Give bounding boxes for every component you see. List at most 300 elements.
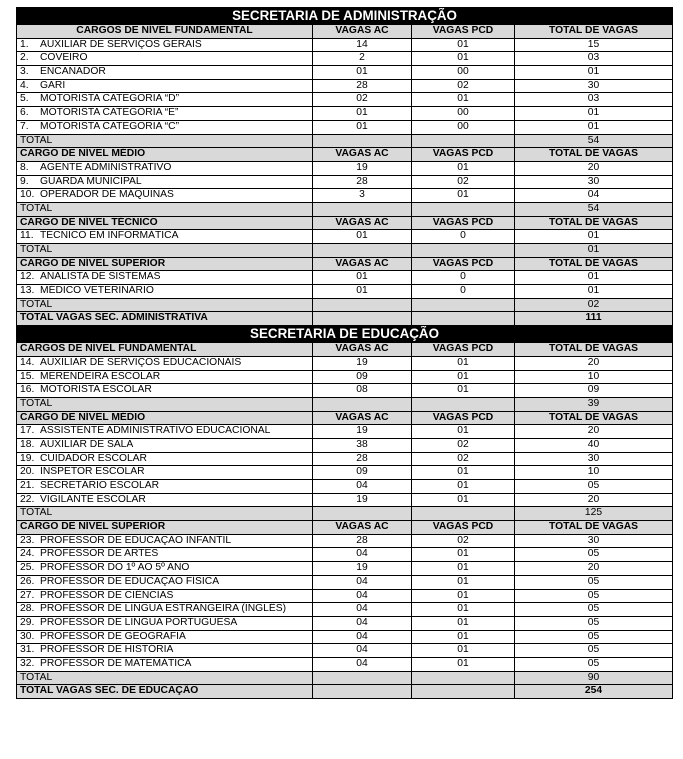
- vagas-pcd-value: 0: [412, 285, 515, 299]
- group-total-empty-ac: [313, 507, 412, 521]
- cargo-number: 1.: [20, 38, 29, 50]
- vagas-ac-value: 28: [313, 534, 412, 548]
- table-row: [17, 120, 673, 134]
- group-total-empty-pcd: [412, 671, 515, 685]
- column-header-ac: VAGAS AC: [313, 216, 412, 230]
- group-total-empty-pcd: [412, 298, 515, 312]
- cargo-name: MOTORISTA CATEGORIA “C”: [40, 120, 180, 132]
- secretaria-title-row: [17, 326, 673, 343]
- cargo-name: PROFESSOR DE ARTES: [40, 548, 159, 560]
- secretaria-total-row: [17, 685, 673, 699]
- group-heading: CARGO DE NÍVEL TÉCNICO: [17, 216, 313, 230]
- cargo-name: PROFESSOR DE EDUCAÇÃO FÍSICA: [40, 575, 220, 587]
- vagas-pcd-value: 0: [412, 271, 515, 285]
- vagas-pcd-value: 01: [412, 589, 515, 603]
- total-vagas-value: 09: [515, 384, 673, 398]
- table-row: [17, 644, 673, 658]
- total-vagas-value: 05: [515, 548, 673, 562]
- secretaria-total-empty-ac: [313, 312, 412, 326]
- group-header-row: [17, 216, 673, 230]
- total-vagas-value: 05: [515, 589, 673, 603]
- secretaria-total-label: TOTAL VAGAS SEC. DE EDUCAÇÃO: [17, 685, 313, 699]
- group-total-empty-ac: [313, 671, 412, 685]
- cargo-name: AUXILIAR DE SERVIÇOS EDUCACIONAIS: [40, 356, 242, 368]
- secretaria-total-empty-ac: [313, 685, 412, 699]
- group-total-value: 90: [515, 671, 673, 685]
- total-vagas-value: 20: [515, 562, 673, 576]
- cargo-number: 16.: [20, 384, 35, 396]
- cargo-cell: [17, 384, 313, 398]
- cargo-cell: [17, 52, 313, 66]
- vagas-pcd-value: 00: [412, 107, 515, 121]
- cargo-name: MOTORISTA CATEGORIA “E”: [40, 107, 179, 119]
- group-total-empty-pcd: [412, 134, 515, 148]
- vagas-ac-value: 01: [313, 285, 412, 299]
- total-vagas-value: 20: [515, 493, 673, 507]
- total-vagas-value: 30: [515, 79, 673, 93]
- cargo-name: PROFESSOR DE HISTÓRIA: [40, 644, 174, 656]
- group-total-row: [17, 397, 673, 411]
- group-heading: CARGO DE NÍVEL MÉDIO: [17, 148, 313, 162]
- vagas-pcd-value: 01: [412, 630, 515, 644]
- vagas-ac-value: 02: [313, 93, 412, 107]
- cargo-name: PROFESSOR DE CIÊNCIAS: [40, 589, 174, 601]
- group-total-empty-pcd: [412, 507, 515, 521]
- group-total-row: [17, 671, 673, 685]
- group-total-empty-ac: [313, 397, 412, 411]
- vagas-ac-value: 19: [313, 161, 412, 175]
- cargo-name: ENCANADOR: [40, 66, 106, 78]
- total-vagas-value: 03: [515, 93, 673, 107]
- group-total-empty-ac: [313, 298, 412, 312]
- cargo-cell: [17, 79, 313, 93]
- column-header-total: TOTAL DE VAGAS: [515, 521, 673, 535]
- table-row: [17, 562, 673, 576]
- group-total-row: [17, 202, 673, 216]
- cargo-cell: [17, 38, 313, 52]
- secretaria-title: SECRETARIA DE ADMINISTRAÇÃO: [17, 8, 673, 25]
- vagas-pcd-value: 01: [412, 466, 515, 480]
- cargo-cell: [17, 230, 313, 244]
- cargo-name: ANALISTA DE SISTEMAS: [40, 271, 161, 283]
- vagas-pcd-value: 01: [412, 657, 515, 671]
- cargo-name: SECRETÁRIO ESCOLAR: [40, 480, 160, 492]
- cargo-number: 5.: [20, 93, 29, 105]
- cargo-number: 14.: [20, 356, 35, 368]
- vagas-ac-value: 28: [313, 175, 412, 189]
- table-row: [17, 493, 673, 507]
- secretaria-total-value: 254: [515, 685, 673, 699]
- secretaria-total-value: 111: [515, 312, 673, 326]
- cargo-name: GARI: [40, 79, 66, 91]
- cargo-cell: [17, 93, 313, 107]
- cargo-cell: [17, 425, 313, 439]
- cargo-cell: [17, 189, 313, 203]
- vagas-ac-value: 01: [313, 107, 412, 121]
- total-vagas-value: 01: [515, 120, 673, 134]
- cargo-name: OPERADOR DE MÁQUINAS: [40, 189, 174, 201]
- total-vagas-value: 05: [515, 603, 673, 617]
- vagas-pcd-value: 01: [412, 425, 515, 439]
- vagas-ac-value: 08: [313, 384, 412, 398]
- vagas-ac-value: 04: [313, 603, 412, 617]
- cargo-cell: [17, 161, 313, 175]
- total-vagas-value: 05: [515, 657, 673, 671]
- cargo-number: 11.: [20, 230, 34, 242]
- vagas-ac-value: 09: [313, 466, 412, 480]
- cargo-number: 31.: [20, 644, 35, 656]
- table-row: [17, 93, 673, 107]
- group-heading: CARGO DE NÍVEL SUPERIOR: [17, 257, 313, 271]
- cargo-name: PROFESSOR DO 1º AO 5º ANO: [40, 562, 190, 574]
- cargo-cell: [17, 370, 313, 384]
- table-row: [17, 230, 673, 244]
- column-header-pcd: VAGAS PCD: [412, 257, 515, 271]
- vagas-pcd-value: 02: [412, 452, 515, 466]
- vagas-ac-value: 04: [313, 575, 412, 589]
- cargo-cell: [17, 285, 313, 299]
- group-heading: CARGO DE NÍVEL MÉDIO: [17, 411, 313, 425]
- group-heading: CARGO DE NÍVEL SUPERIOR: [17, 521, 313, 535]
- cargo-cell: [17, 603, 313, 617]
- vagas-pcd-value: 01: [412, 370, 515, 384]
- table-row: [17, 466, 673, 480]
- cargo-number: 27.: [20, 589, 35, 601]
- vagas-pcd-value: 0: [412, 230, 515, 244]
- group-total-label: TOTAL: [17, 244, 313, 258]
- cargo-cell: [17, 356, 313, 370]
- table-row: [17, 79, 673, 93]
- column-header-pcd: VAGAS PCD: [412, 148, 515, 162]
- cargo-cell: [17, 562, 313, 576]
- vagas-pcd-value: 01: [412, 384, 515, 398]
- total-vagas-value: 01: [515, 66, 673, 80]
- cargo-number: 6.: [20, 107, 29, 119]
- vagas-pcd-value: 01: [412, 548, 515, 562]
- table-row: [17, 107, 673, 121]
- vagas-pcd-value: 01: [412, 161, 515, 175]
- vagas-ac-value: 19: [313, 425, 412, 439]
- cargo-cell: [17, 589, 313, 603]
- secretaria-total-label: TOTAL VAGAS SEC. ADMINISTRATIVA: [17, 312, 313, 326]
- cargo-name: COVEIRO: [40, 52, 88, 64]
- vagas-pcd-value: 01: [412, 93, 515, 107]
- cargo-cell: [17, 548, 313, 562]
- column-header-ac: VAGAS AC: [313, 148, 412, 162]
- group-total-value: 54: [515, 134, 673, 148]
- group-header-row: [17, 257, 673, 271]
- group-total-value: 02: [515, 298, 673, 312]
- vagas-pcd-value: 01: [412, 616, 515, 630]
- group-header-row: [17, 411, 673, 425]
- cargo-name: PROFESSOR DE MATEMÁTICA: [40, 657, 192, 669]
- vagas-pcd-value: 02: [412, 438, 515, 452]
- cargo-number: 29.: [20, 616, 35, 628]
- total-vagas-value: 05: [515, 644, 673, 658]
- group-heading: CARGOS DE NÍVEL FUNDAMENTAL: [17, 25, 313, 39]
- group-total-value: 54: [515, 202, 673, 216]
- cargo-number: 18.: [20, 438, 35, 450]
- cargo-name: VIGILANTE ESCOLAR: [40, 493, 146, 505]
- table-row: [17, 452, 673, 466]
- total-vagas-value: 01: [515, 107, 673, 121]
- vagas-ac-value: 04: [313, 589, 412, 603]
- table-row: [17, 52, 673, 66]
- secretaria-total-empty-pcd: [412, 312, 515, 326]
- vagas-ac-value: 04: [313, 480, 412, 494]
- cargo-name: PROFESSOR DE LINGUA ESTRANGEIRA (INGLÊS): [40, 603, 287, 615]
- cargo-name: PROFESSOR DE EDUCAÇÃO INFANTIL: [40, 534, 232, 546]
- table-row: [17, 534, 673, 548]
- vagas-ac-value: 04: [313, 616, 412, 630]
- vagas-pcd-value: 01: [412, 38, 515, 52]
- column-header-pcd: VAGAS PCD: [412, 521, 515, 535]
- vagas-pcd-value: 02: [412, 534, 515, 548]
- group-total-label: TOTAL: [17, 298, 313, 312]
- vagas-pcd-value: 02: [412, 175, 515, 189]
- total-vagas-value: 30: [515, 175, 673, 189]
- cargo-cell: [17, 107, 313, 121]
- group-total-label: TOTAL: [17, 507, 313, 521]
- table-row: [17, 66, 673, 80]
- total-vagas-value: 05: [515, 616, 673, 630]
- table-row: [17, 548, 673, 562]
- cargo-number: 4.: [20, 79, 29, 91]
- cargo-name: AUXILIAR DE SERVIÇOS GERAIS: [40, 38, 202, 50]
- vagas-pcd-value: 01: [412, 644, 515, 658]
- cargo-number: 9.: [20, 175, 29, 187]
- table-row: [17, 589, 673, 603]
- group-total-row: [17, 244, 673, 258]
- group-total-value: 125: [515, 507, 673, 521]
- total-vagas-value: 15: [515, 38, 673, 52]
- table-row: [17, 161, 673, 175]
- vagas-pcd-value: 01: [412, 356, 515, 370]
- column-header-total: TOTAL DE VAGAS: [515, 411, 673, 425]
- total-vagas-value: 30: [515, 452, 673, 466]
- vagas-ac-value: 19: [313, 493, 412, 507]
- vagas-pcd-value: 01: [412, 52, 515, 66]
- cargo-number: 23.: [20, 534, 35, 546]
- vagas-ac-value: 04: [313, 644, 412, 658]
- group-total-empty-ac: [313, 244, 412, 258]
- total-vagas-value: 04: [515, 189, 673, 203]
- cargo-cell: [17, 644, 313, 658]
- total-vagas-value: 05: [515, 480, 673, 494]
- vacancies-table: [16, 7, 673, 699]
- vagas-ac-value: 28: [313, 79, 412, 93]
- column-header-ac: VAGAS AC: [313, 257, 412, 271]
- cargo-cell: [17, 575, 313, 589]
- table-row: [17, 285, 673, 299]
- cargo-name: PROFESSOR DE LINGUA PORTUGUESA: [40, 616, 238, 628]
- total-vagas-value: 10: [515, 466, 673, 480]
- total-vagas-value: 01: [515, 230, 673, 244]
- total-vagas-value: 30: [515, 534, 673, 548]
- vagas-pcd-value: 01: [412, 575, 515, 589]
- vagas-ac-value: 01: [313, 120, 412, 134]
- vagas-ac-value: 04: [313, 657, 412, 671]
- cargo-name: CUIDADOR ESCOLAR: [40, 452, 147, 464]
- table-row: [17, 438, 673, 452]
- cargo-cell: [17, 480, 313, 494]
- column-header-total: TOTAL DE VAGAS: [515, 257, 673, 271]
- vagas-ac-value: 19: [313, 356, 412, 370]
- cargo-cell: [17, 616, 313, 630]
- column-header-total: TOTAL DE VAGAS: [515, 216, 673, 230]
- cargo-number: 15.: [20, 370, 35, 382]
- cargo-cell: [17, 630, 313, 644]
- total-vagas-value: 03: [515, 52, 673, 66]
- cargo-number: 25.: [20, 562, 35, 574]
- group-total-label: TOTAL: [17, 397, 313, 411]
- table-row: [17, 271, 673, 285]
- group-total-row: [17, 298, 673, 312]
- secretaria-title: SECRETARIA DE EDUCAÇÃO: [17, 326, 673, 343]
- cargo-number: 19.: [20, 452, 35, 464]
- cargo-name: ASSISTENTE ADMINISTRATIVO EDUCACIONAL: [40, 425, 271, 437]
- group-total-label: TOTAL: [17, 202, 313, 216]
- vagas-ac-value: 09: [313, 370, 412, 384]
- group-total-row: [17, 507, 673, 521]
- table-row: [17, 356, 673, 370]
- table-row: [17, 603, 673, 617]
- cargo-number: 7.: [20, 120, 29, 132]
- vagas-ac-value: 04: [313, 630, 412, 644]
- table-row: [17, 480, 673, 494]
- group-header-row: [17, 521, 673, 535]
- cargo-number: 20.: [20, 466, 35, 478]
- vagas-pcd-value: 01: [412, 562, 515, 576]
- vagas-ac-value: 3: [313, 189, 412, 203]
- cargo-name: AGENTE ADMINISTRATIVO: [40, 161, 172, 173]
- group-header-row: [17, 148, 673, 162]
- column-header-pcd: VAGAS PCD: [412, 343, 515, 357]
- vagas-pcd-value: 01: [412, 189, 515, 203]
- cargo-number: 21.: [20, 480, 35, 492]
- cargo-name: PROFESSOR DE GEOGRAFIA: [40, 630, 186, 642]
- group-total-empty-pcd: [412, 397, 515, 411]
- cargo-cell: [17, 175, 313, 189]
- vagas-pcd-value: 01: [412, 603, 515, 617]
- group-total-empty-pcd: [412, 244, 515, 258]
- column-header-pcd: VAGAS PCD: [412, 25, 515, 39]
- total-vagas-value: 05: [515, 575, 673, 589]
- cargo-cell: [17, 120, 313, 134]
- vagas-ac-value: 14: [313, 38, 412, 52]
- total-vagas-value: 40: [515, 438, 673, 452]
- column-header-pcd: VAGAS PCD: [412, 216, 515, 230]
- vagas-ac-value: 19: [313, 562, 412, 576]
- vagas-pcd-value: 01: [412, 493, 515, 507]
- column-header-total: TOTAL DE VAGAS: [515, 148, 673, 162]
- column-header-ac: VAGAS AC: [313, 521, 412, 535]
- cargo-number: 24.: [20, 548, 35, 560]
- cargo-name: MERENDEIRA ESCOLAR: [40, 370, 161, 382]
- column-header-total: TOTAL DE VAGAS: [515, 25, 673, 39]
- vagas-ac-value: 38: [313, 438, 412, 452]
- cargo-name: MOTORISTA ESCOLAR: [40, 384, 152, 396]
- total-vagas-value: 01: [515, 285, 673, 299]
- secretaria-total-row: [17, 312, 673, 326]
- cargo-number: 8.: [20, 161, 29, 173]
- cargo-cell: [17, 438, 313, 452]
- group-header-row: [17, 25, 673, 39]
- vagas-ac-value: 28: [313, 452, 412, 466]
- cargo-name: INSPETOR ESCOLAR: [40, 466, 145, 478]
- vagas-pcd-value: 00: [412, 66, 515, 80]
- table-row: [17, 616, 673, 630]
- group-total-empty-pcd: [412, 202, 515, 216]
- group-total-value: 01: [515, 244, 673, 258]
- table-row: [17, 657, 673, 671]
- cargo-number: 32.: [20, 657, 35, 669]
- total-vagas-value: 10: [515, 370, 673, 384]
- table-row: [17, 38, 673, 52]
- table-row: [17, 575, 673, 589]
- vagas-pcd-value: 00: [412, 120, 515, 134]
- cargo-number: 13.: [20, 285, 35, 297]
- cargo-number: 26.: [20, 575, 35, 587]
- cargo-name: AUXILIAR DE SALA: [40, 438, 134, 450]
- group-total-empty-ac: [313, 202, 412, 216]
- column-header-ac: VAGAS AC: [313, 411, 412, 425]
- cargo-cell: [17, 271, 313, 285]
- column-header-ac: VAGAS AC: [313, 25, 412, 39]
- group-total-empty-ac: [313, 134, 412, 148]
- table-row: [17, 384, 673, 398]
- table-row: [17, 370, 673, 384]
- group-total-value: 39: [515, 397, 673, 411]
- total-vagas-value: 20: [515, 425, 673, 439]
- column-header-pcd: VAGAS PCD: [412, 411, 515, 425]
- cargo-number: 12.: [20, 271, 35, 283]
- cargo-name: GUARDA MUNICIPAL: [40, 175, 142, 187]
- group-heading: CARGOS DE NÍVEL FUNDAMENTAL: [17, 343, 313, 357]
- group-total-label: TOTAL: [17, 671, 313, 685]
- cargo-number: 2.: [20, 52, 29, 64]
- cargo-number: 28.: [20, 603, 35, 615]
- table-row: [17, 425, 673, 439]
- cargo-name: TÉCNICO EM INFORMÁTICA: [40, 230, 179, 242]
- cargo-number: 30.: [20, 630, 35, 642]
- vacancies-table-body: [17, 8, 673, 699]
- cargo-cell: [17, 452, 313, 466]
- cargo-number: 17.: [20, 425, 35, 437]
- total-vagas-value: 05: [515, 630, 673, 644]
- total-vagas-value: 20: [515, 161, 673, 175]
- secretaria-title-row: [17, 8, 673, 25]
- vagas-ac-value: 2: [313, 52, 412, 66]
- vagas-pcd-value: 01: [412, 480, 515, 494]
- cargo-name: MÉDICO VETERINÁRIO: [40, 285, 154, 297]
- cargo-cell: [17, 66, 313, 80]
- cargo-name: MOTORISTA CATEGORIA “D”: [40, 93, 180, 105]
- column-header-total: TOTAL DE VAGAS: [515, 343, 673, 357]
- total-vagas-value: 20: [515, 356, 673, 370]
- cargo-cell: [17, 466, 313, 480]
- vagas-ac-value: 04: [313, 548, 412, 562]
- secretaria-total-empty-pcd: [412, 685, 515, 699]
- group-total-row: [17, 134, 673, 148]
- cargo-number: 22.: [20, 493, 35, 505]
- cargo-cell: [17, 493, 313, 507]
- vagas-ac-value: 01: [313, 230, 412, 244]
- cargo-cell: [17, 534, 313, 548]
- table-row: [17, 189, 673, 203]
- vagas-pcd-value: 02: [412, 79, 515, 93]
- cargo-number: 3.: [20, 66, 29, 78]
